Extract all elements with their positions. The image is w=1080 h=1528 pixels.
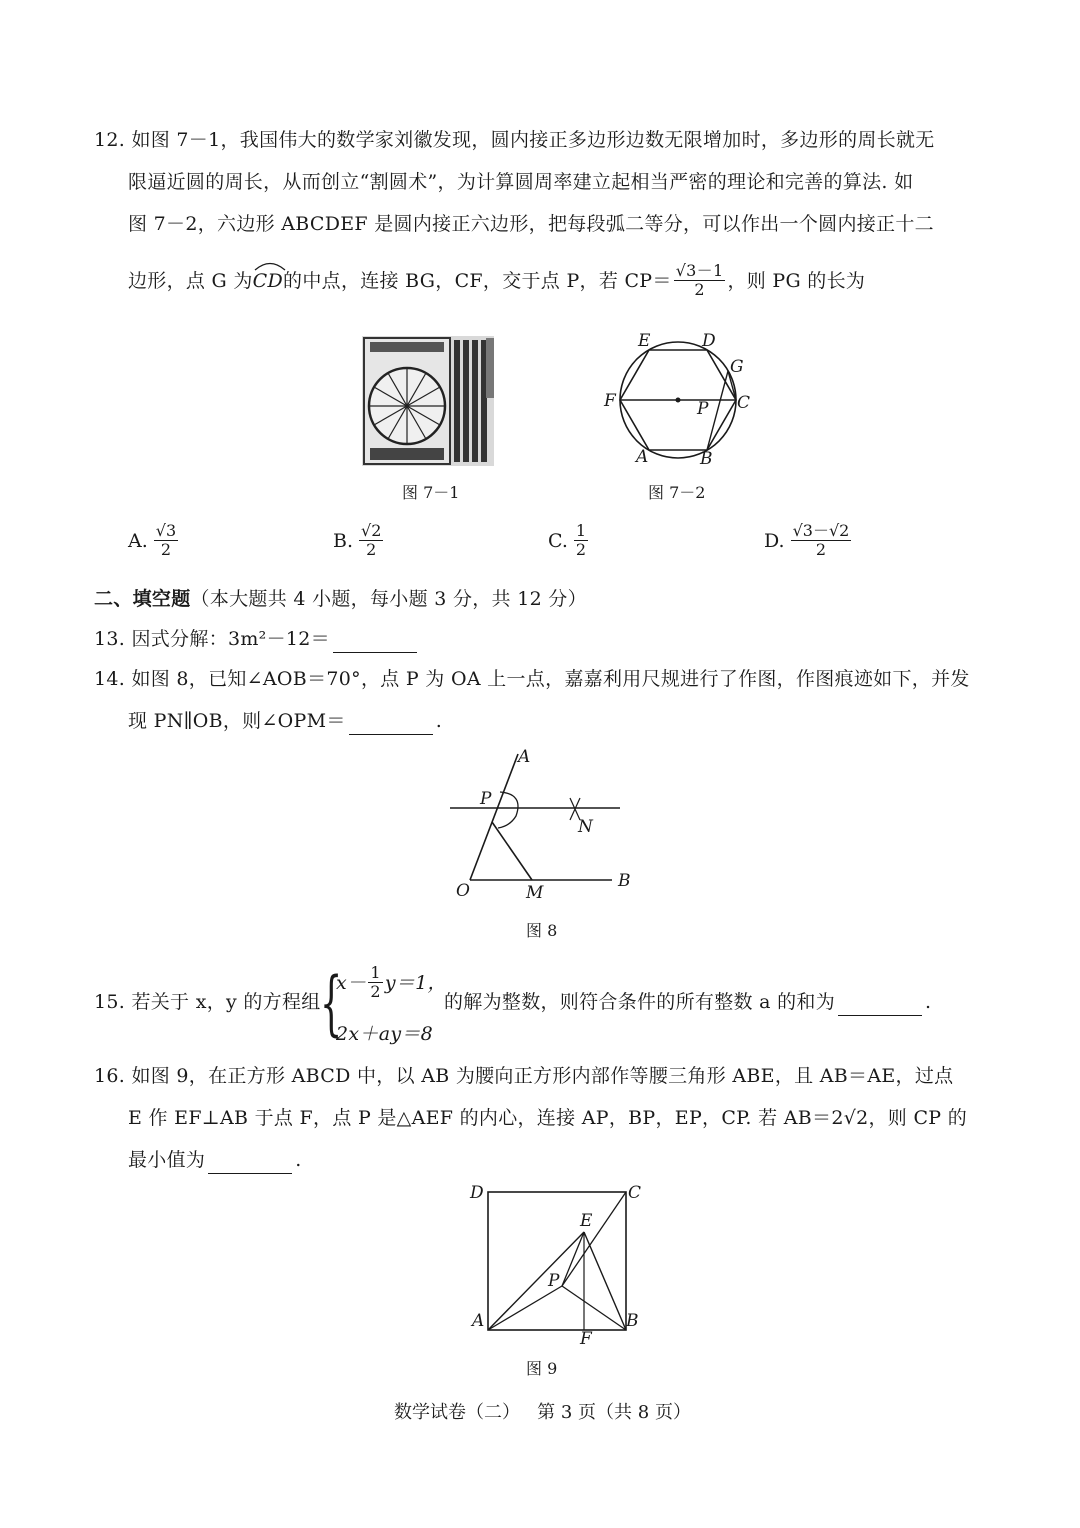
fig7-2-label-p: P — [697, 399, 709, 419]
figure-8 — [440, 746, 640, 902]
q16-line-2: E 作 EF⊥AB 于点 F，点 P 是△AEF 的内心，连接 AP，BP，EP，CP. 若 AB＝2√2，则 CP 的 — [128, 1107, 968, 1129]
q15-brace: { — [320, 962, 343, 1044]
arc-mark-icon — [253, 261, 287, 271]
q15-answer-blank[interactable] — [838, 995, 922, 1016]
q15-equation-2: 2x＋ay＝8 — [336, 1023, 434, 1045]
fig9-label-p: P — [548, 1271, 560, 1291]
figure-7-1-caption: 图 7－1 — [402, 483, 460, 502]
fig8-label-b: B — [618, 871, 631, 891]
fig8-label-p: P — [480, 789, 492, 809]
q13-line: 13. 因式分解：3m²－12＝ — [94, 625, 420, 653]
fig7-2-label-c: C — [737, 393, 751, 413]
q12-line-3: 图 7－2，六边形 ABCDEF 是圆内接正六边形，把每段弧二等分，可以作出一个圆内接正十二 — [128, 213, 934, 235]
fig7-2-label-f: F — [604, 391, 616, 411]
q12-line-4 — [128, 262, 865, 299]
fig7-2-label-a: A — [636, 447, 649, 467]
fig7-2-label-e: E — [638, 331, 651, 351]
fig8-label-m: M — [526, 883, 544, 902]
fig9-label-f: F — [580, 1329, 592, 1348]
fig7-2-label-g: G — [730, 357, 744, 377]
q14-answer-blank[interactable] — [349, 714, 433, 735]
q15-equation-1: x－ $\frac{1}{2}$ y＝1， — [336, 963, 447, 1001]
figure-7-2-caption: 图 7－2 — [648, 483, 706, 502]
fig7-2-label-d: D — [702, 331, 716, 351]
fig9-label-d: D — [470, 1183, 484, 1203]
figure-7-1 — [362, 336, 494, 466]
section-2-heading — [94, 585, 587, 613]
arc-cd: CD — [253, 267, 283, 295]
fig9-label-c: C — [628, 1183, 642, 1203]
q15-prefix: 15. 若关于 x，y 的方程组 — [94, 991, 321, 1013]
q16-line-3: 最小值为 . — [128, 1146, 302, 1174]
fig9-label-e: E — [580, 1211, 593, 1231]
q13-answer-blank[interactable] — [333, 632, 417, 653]
section-2-note: （本大题共 4 小题，每小题 3 分，共 12 分） — [190, 588, 587, 610]
fig8-label-n: N — [578, 817, 593, 837]
q16-line-1: 16. 如图 9，在正方形 ABCD 中，以 AB 为腰向正方形内部作等腰三角形 ABE，且 AB＝AE，过点 — [94, 1065, 954, 1087]
q14-line-2: 现 PN∥OB，则∠OPM＝ . — [128, 707, 442, 735]
q12-line4-c: ，则 PG 的长为 — [727, 269, 866, 292]
fig8-label-o: O — [456, 881, 470, 901]
fig9-label-a: A — [472, 1311, 485, 1331]
option-b[interactable]: B. $\frac{√2}{2}$ — [333, 521, 382, 559]
q12-line-2: 限逼近圆的周长，从而创立“割圆术”，为计算圆周率建立起相当严密的理论和完善的算法. 如 — [128, 171, 914, 193]
page-footer: 数学试卷（二） 第 3 页（共 8 页） — [394, 1402, 691, 1423]
q15-suffix: 的解为整数，则符合条件的所有整数 a 的和为 . — [444, 988, 931, 1016]
figure-9 — [462, 1176, 652, 1348]
figure-8-caption: 图 8 — [526, 921, 558, 940]
option-c[interactable]: C. $\frac{1}{2}$ — [548, 521, 587, 559]
q12-line4-a: 边形，点 G 为 — [128, 269, 253, 292]
option-d[interactable]: D. $\frac{√3-√2}{2}$ — [764, 521, 850, 559]
q12-line4-b: 的中点，连接 BG，CF，交于点 P，若 CP＝ — [283, 269, 672, 292]
q16-answer-blank[interactable] — [208, 1153, 292, 1174]
fig7-2-label-b: B — [700, 449, 713, 469]
q14-line-1: 14. 如图 8，已知∠AOB＝70°，点 P 为 OA 上一点，嘉嘉利用尺规进行了作图，作图痕迹如下，并发 — [94, 668, 970, 690]
option-a[interactable]: A. $\frac{√3}{2}$ — [128, 521, 177, 559]
fig9-label-b: B — [626, 1311, 639, 1331]
figure-9-caption: 图 9 — [526, 1359, 558, 1378]
q12-line-1: 12. 如图 7－1，我国伟大的数学家刘徽发现，圆内接正多边形边数无限增加时，多边形的周长就无 — [94, 129, 935, 151]
fig8-label-a: A — [518, 747, 531, 767]
q12-cp-fraction: $\frac{√3-1}{2}$ — [675, 261, 724, 299]
figure-7-2 — [594, 326, 764, 472]
section-2-title: 二、填空题 — [94, 588, 191, 610]
